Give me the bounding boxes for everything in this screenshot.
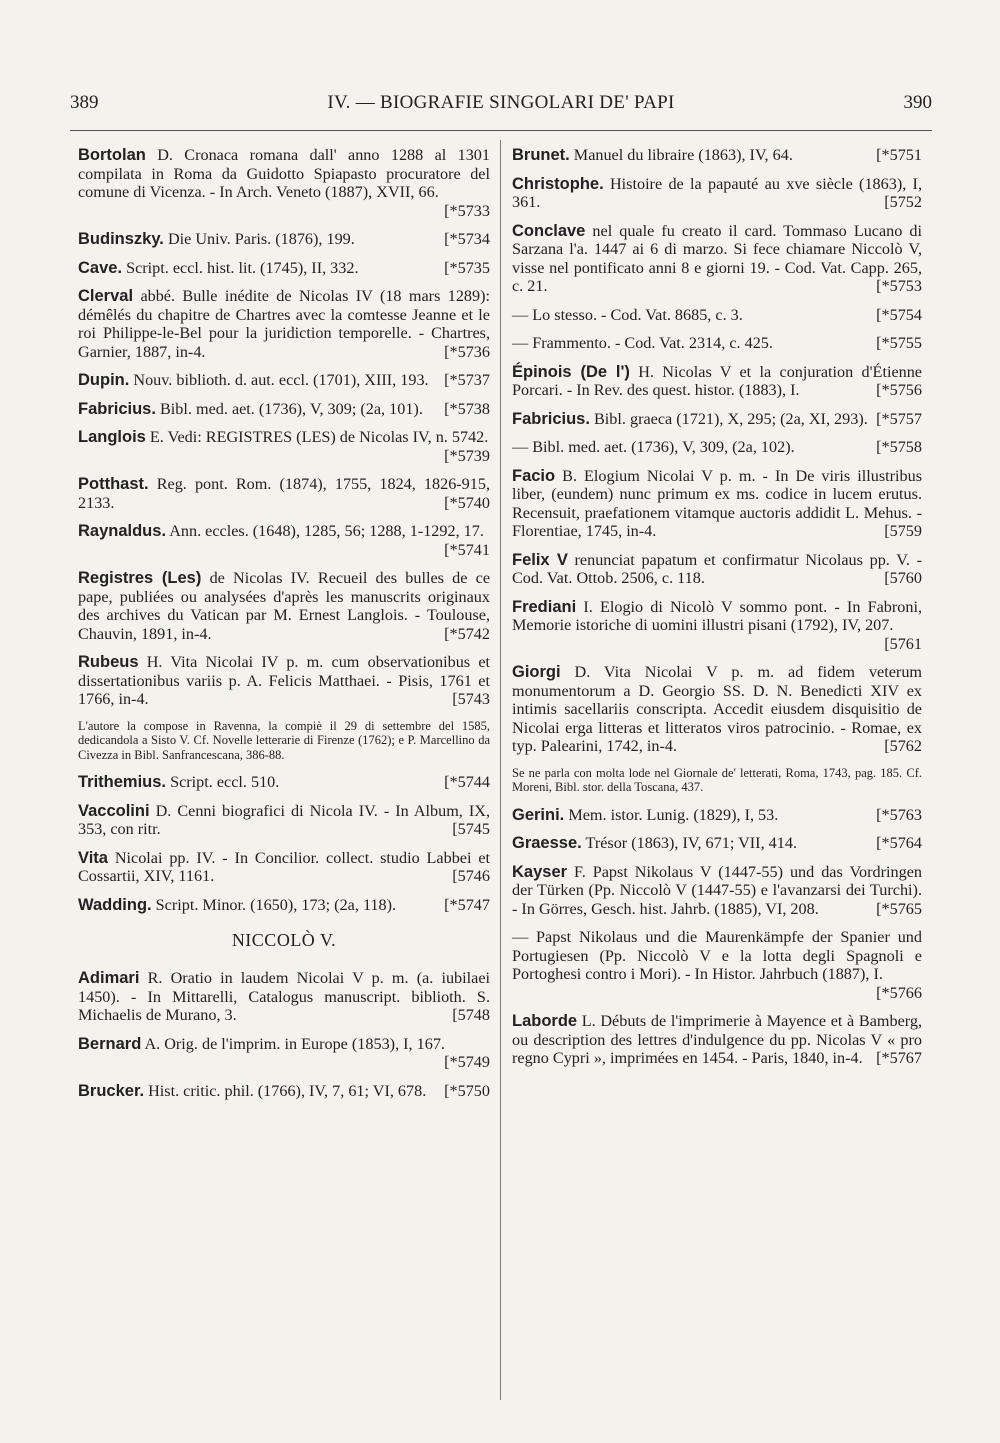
entry-body (78, 969, 490, 1025)
bibliography-entry (512, 863, 922, 919)
entry-text: Reg. pont. Rom. (1874), 1755, 1824, 1826-915, 2133. (78, 475, 491, 512)
entry-headword: Potthast. (78, 475, 149, 493)
entry-body (78, 802, 490, 839)
column-divider (500, 140, 501, 1400)
entry-headword: Facio (512, 466, 556, 485)
entry-headword: Giorgi (512, 663, 561, 681)
entry-body (78, 371, 490, 390)
entry-headword: Langlois (78, 428, 146, 446)
entry-body (78, 428, 490, 465)
giorgi-note: Se ne parla con molta lode nel Giornale de' letterati, Roma, 1743, pag. 185. Cf. Moreni, Bibl. stor. della Toscana, 437. (512, 765, 922, 794)
entry-body (512, 222, 922, 296)
entry-text: Bibl. graeca (1721), X, 295; (2a, XI, 293). (594, 409, 868, 428)
entry-reference-number: [*5767 (876, 1049, 922, 1067)
entry-reference-number: [*5747 (444, 895, 490, 914)
entry-reference-number: [*5737 (444, 371, 490, 389)
entry-reference-number: [5745 (452, 820, 490, 838)
entry-text: Nicolai pp. IV. - In Concilior. collect. studio Labbei et Cossartii, XIV, 1161. (78, 848, 491, 885)
rubeus-note: L'autore la compose in Ravenna, la compiè il 29 di settembre del 1585, dedicandola a Sisto V. Cf. Novelle letterarie di Firenze (1762); e P. Marcellino da Civezza in Bibl. Sanfrancescana, 386-88. (78, 718, 490, 762)
entry-body (512, 363, 922, 400)
entry-body (512, 146, 922, 165)
left-column (78, 146, 490, 1110)
entry-body (512, 863, 922, 919)
entry-body (78, 287, 490, 361)
entry-headword: Trithemius. (78, 773, 167, 791)
bibliography-entry (78, 146, 490, 220)
entry-body (78, 522, 490, 559)
entry-headword: Conclave (512, 221, 586, 240)
entry-reference-number: [5759 (884, 522, 922, 540)
bibliography-entry (512, 598, 922, 654)
entry-headword: Rubeus (78, 653, 139, 671)
entry-body (512, 410, 922, 429)
entry-body (78, 1082, 490, 1101)
entry-reference-number: [*5740 (444, 493, 490, 512)
entry-text: Script. eccl. 510. (170, 773, 280, 791)
entry-text: — Frammento. - Cod. Vat. 2314, c. 425. (512, 334, 773, 352)
entry-body (512, 467, 922, 541)
left-entries-niccolo (78, 969, 490, 1100)
entry-reference-number: [*5738 (444, 399, 490, 418)
entry-text: I. Elogio di Nicolò V sommo pont. - In Fabroni, Memorie istoriche di uomini illustri pisani (1792), IV, 207. (512, 597, 922, 634)
entry-reference-number: [*5756 (876, 381, 922, 399)
bibliography-entry (512, 1012, 922, 1068)
bibliography-entry (512, 222, 922, 296)
entry-reference-number: [*5755 (876, 334, 922, 352)
entry-body (512, 663, 922, 756)
entry-headword: Bortolan (78, 146, 146, 164)
bibliography-entry (512, 928, 922, 1002)
entry-headword: Fabricius. (512, 409, 590, 428)
entry-reference-number: [5746 (452, 867, 490, 885)
entry-body (78, 400, 490, 419)
entry-body (78, 653, 490, 709)
entry-text: D. Vita Nicolai V p. m. ad fidem veterum monumentorum a D. Georgio SS. D. N. Benedicti XIV ex intimis sacellariis conscripta. Accedit eiusdem disquisitio de Nicolai erga litteras et litteratos viros patrocinio. - Romae, ex typ. Palearini, 1742, in-4. (512, 663, 923, 755)
entry-body (512, 1012, 922, 1068)
entry-headword: Bernard (78, 1034, 142, 1053)
entry-reference-number: [5761 (884, 634, 922, 653)
bibliography-entry (512, 175, 922, 212)
entry-text: F. Papst Nikolaus V (1447-55) und das Vordringen der Türken (Pp. Niccolò V (1447-55) e l'avanzarsi dei Turchi). - In Görres, Gesch. hist. Jahrb. (1885), VI, 208. (512, 862, 922, 918)
entry-reference-number: [*5765 (876, 899, 922, 918)
entry-text: R. Oratio in laudem Nicolai V p. m. (a. iubilaei 1450). - In Mittarelli, Catalogus manuscript. biblioth. S. Michaelis de Murano, 3. (78, 969, 491, 1024)
entry-reference-number: [*5741 (444, 540, 490, 559)
entry-text: D. Cenni biografici di Nicola IV. - In Album, IX, 353, con ritr. (78, 801, 491, 838)
entry-text: Ann. eccles. (1648), 1285, 56; 1288, 1-1292, 17. (169, 522, 484, 540)
entry-reference-number: [*5754 (876, 305, 922, 324)
entry-reference-number: [*5758 (876, 438, 922, 456)
bibliography-entry (78, 259, 490, 278)
entry-reference-number: [*5735 (444, 258, 490, 277)
bibliography-entry (78, 230, 490, 249)
entry-body (512, 306, 922, 325)
entry-reference-number: [*5750 (444, 1081, 490, 1100)
entry-reference-number: [*5744 (444, 773, 490, 791)
entry-text: Trésor (1863), IV, 671; VII, 414. (585, 834, 797, 852)
entry-reference-number: [*5736 (444, 342, 490, 361)
entry-body (512, 806, 922, 825)
entry-headword: Gerini. (512, 805, 565, 824)
entry-reference-number: [5752 (884, 193, 922, 211)
entry-body (512, 334, 922, 353)
bibliography-entry (78, 802, 490, 839)
entry-text: A. Orig. de l'imprim. in Europe (1853), I, 167. (144, 1034, 445, 1053)
entry-headword: Adimari (78, 969, 140, 987)
bibliography-entry (512, 334, 922, 353)
entry-headword: Laborde (512, 1012, 578, 1030)
entry-body (78, 849, 490, 886)
entry-body (78, 569, 490, 643)
bibliography-entry (512, 551, 922, 588)
entry-reference-number: [*5734 (444, 230, 490, 248)
entry-headword: Raynaldus. (78, 522, 167, 540)
entry-reference-number: [5743 (452, 690, 490, 708)
right-entries-before (512, 146, 922, 756)
bibliography-entry (78, 428, 490, 465)
entry-reference-number: [5760 (884, 569, 922, 587)
entry-text: nel quale fu creato il card. Tommaso Lucano di Sarzana l'a. 1447 ai 6 di marzo. Si fece chiamare Niccolò V, visse nel pontificato anni 8 e giorni 19. - Cod. Vat. Capp. 265, c. 21. (512, 221, 922, 295)
entry-text: Manuel du libraire (1863), IV, 64. (573, 146, 793, 164)
entry-headword: Cave. (78, 258, 123, 277)
entry-headword: Kayser (512, 862, 568, 881)
entry-headword: Felix V (512, 550, 568, 569)
entry-headword: Vita (78, 848, 108, 867)
bibliography-entry (512, 467, 922, 541)
page-title: IV. — BIOGRAFIE SINGOLARI DE' PAPI (327, 92, 675, 113)
page-number-right: 390 (903, 92, 932, 113)
bibliography-entry (512, 306, 922, 325)
entry-body (78, 146, 490, 220)
bibliography-entry (78, 400, 490, 419)
entry-headword: Dupin. (78, 371, 130, 389)
bibliography-entry (78, 569, 490, 643)
bibliography-entry (512, 834, 922, 853)
entry-text: Bibl. med. aet. (1736), V, 309; (2a, 101). (160, 399, 423, 418)
entry-text: — Lo stesso. - Cod. Vat. 8685, c. 3. (512, 305, 743, 324)
entry-body (512, 551, 922, 588)
entry-text: Script. eccl. hist. lit. (1745), II, 332. (126, 258, 359, 277)
left-entries-before (78, 146, 490, 709)
entry-text: L. Débuts de l'imprimerie à Mayence et à Bamberg, ou description des lettres d'indulgence du pp. Nicolas V « pro regno Cypri », imprimées en 1454. - Paris, 1840, in-4. (512, 1012, 922, 1067)
entry-reference-number: [*5733 (444, 201, 490, 220)
bibliography-entry (78, 475, 490, 512)
entry-text: Die Univ. Paris. (1876), 199. (167, 230, 355, 248)
entry-headword: Brunet. (512, 146, 570, 164)
entry-reference-number: [5762 (884, 737, 922, 755)
entry-body (78, 896, 490, 915)
entry-text: Histoire de la papauté au xve siècle (1863), I, 361. (512, 174, 922, 211)
entry-headword: Christophe. (512, 174, 604, 193)
entry-reference-number: [*5739 (444, 446, 490, 465)
bibliography-entry (512, 663, 922, 756)
bibliography-entry (78, 773, 490, 792)
entry-reference-number: [*5742 (444, 624, 490, 643)
entry-body (512, 175, 922, 212)
entry-reference-number: [*5764 (876, 834, 922, 852)
bibliography-entry (78, 371, 490, 390)
entry-body (512, 438, 922, 457)
entry-headword: Fabricius. (78, 399, 156, 418)
entry-text: H. Nicolas V et la conjuration d'Étienne Porcari. - In Rev. des quest. histor. (1883), I. (512, 362, 922, 399)
bibliography-entry (512, 438, 922, 457)
entry-text: abbé. Bulle inédite de Nicolas IV (18 mars 1289): démêlés du chapitre de Chartres avec la comtesse Jeanne et le roi Philippe-le-Bel pour la juridiction temporelle. - Chartres, Garnier, 1887, in-4. (78, 287, 491, 361)
bibliography-entry (78, 849, 490, 886)
entry-reference-number: [5748 (452, 1006, 490, 1024)
entry-body (78, 230, 490, 249)
entry-headword: Budinszky. (78, 230, 164, 248)
entry-reference-number: [*5757 (876, 409, 922, 428)
entry-text: Hist. critic. phil. (1766), IV, 7, 61; VI, 678. (148, 1081, 427, 1100)
entry-headword: Graesse. (512, 834, 582, 852)
bibliography-entry (78, 653, 490, 709)
entry-body (512, 928, 922, 1002)
entry-text: — Papst Nikolaus und die Maurenkämpfe der Spanier und Portugiesen (Pp. Niccolò V e la lotta degli Spagnoli e Portoghesi contro i Mori). - In Histor. Jahrbuch (1887), I. (512, 928, 922, 983)
entry-text: D. Cronaca romana dall' anno 1288 al 1301 compilata in Roma da Guidotto Spiapasto procuratore del comune di Vicenza. - In Arch. Veneto (1887), XVII, 66. (78, 146, 490, 201)
entry-text: Script. Minor. (1650), 173; (2a, 118). (155, 895, 397, 914)
entry-body (78, 1035, 490, 1072)
entry-reference-number: [*5749 (444, 1053, 490, 1071)
entry-text: Mem. istor. Lunig. (1829), I, 53. (568, 805, 779, 824)
entry-reference-number: [*5751 (876, 146, 922, 164)
entry-headword: Registres (Les) (78, 569, 202, 587)
entry-headword: Clerval (78, 287, 134, 305)
entry-headword: Brucker. (78, 1081, 145, 1100)
entry-body (78, 475, 490, 512)
entry-text: E. Vedi: REGISTRES (LES) de Nicolas IV, n. 5742. (149, 428, 489, 446)
page-header (70, 92, 932, 122)
bibliography-entry (512, 146, 922, 165)
entry-headword: Vaccolini (78, 801, 150, 820)
entry-reference-number: [*5763 (876, 805, 922, 824)
entry-body (512, 834, 922, 853)
bibliography-entry (78, 969, 490, 1025)
left-entries-after (78, 773, 490, 914)
entry-text: H. Vita Nicolai IV p. m. cum observationibus et dissertationibus variis p. A. Felicis Matthaei. - Pisis, 1761 et 1766, in-4. (78, 653, 490, 708)
entry-headword: Frediani (512, 597, 577, 616)
entry-body (512, 598, 922, 654)
page-number-left: 389 (70, 92, 99, 113)
entry-headword: Épinois (De l') (512, 362, 630, 381)
entry-text: — Bibl. med. aet. (1736), V, 309, (2a, 102). (512, 438, 795, 456)
entry-body (78, 259, 490, 278)
bibliography-entry (78, 1035, 490, 1072)
entry-reference-number: [*5753 (876, 277, 922, 295)
bibliography-entry (512, 363, 922, 400)
entry-reference-number: [*5766 (876, 983, 922, 1002)
bibliography-entry (512, 806, 922, 825)
bibliography-entry (78, 522, 490, 559)
entry-body (78, 773, 490, 792)
bibliography-entry (512, 410, 922, 429)
entry-text: Nouv. biblioth. d. aut. eccl. (1701), XIII, 193. (133, 371, 429, 389)
header-rule (70, 130, 932, 131)
entry-text: renunciat papatum et confirmatur Nicolaus pp. V. - Cod. Vat. Ottob. 2506, c. 118. (512, 550, 922, 587)
entry-text: B. Elogium Nicolai V p. m. - In De viris illustribus liber, (eundem) nunc primum ex ms. codice in lucem erutus. Recensuit, praefationem vitamque auctoris addidit L. Mehus. - Florentiae, 1745, in-4. (512, 466, 922, 540)
bibliography-entry (78, 287, 490, 361)
section-title: NICCOLÒ V. (231, 930, 337, 950)
entry-text: de Nicolas IV. Recueil des bulles de ce pape, publiées ou analysées d'après les manuscrits originaux des archives du Vatican par M. Ernest Langlois. - Toulouse, Chauvin, 1891, in-4. (78, 569, 490, 643)
bibliography-entry (78, 896, 490, 915)
bibliography-entry (78, 1082, 490, 1101)
right-entries-after (512, 806, 922, 1068)
right-column (512, 146, 922, 1078)
entry-headword: Wadding. (78, 895, 152, 914)
